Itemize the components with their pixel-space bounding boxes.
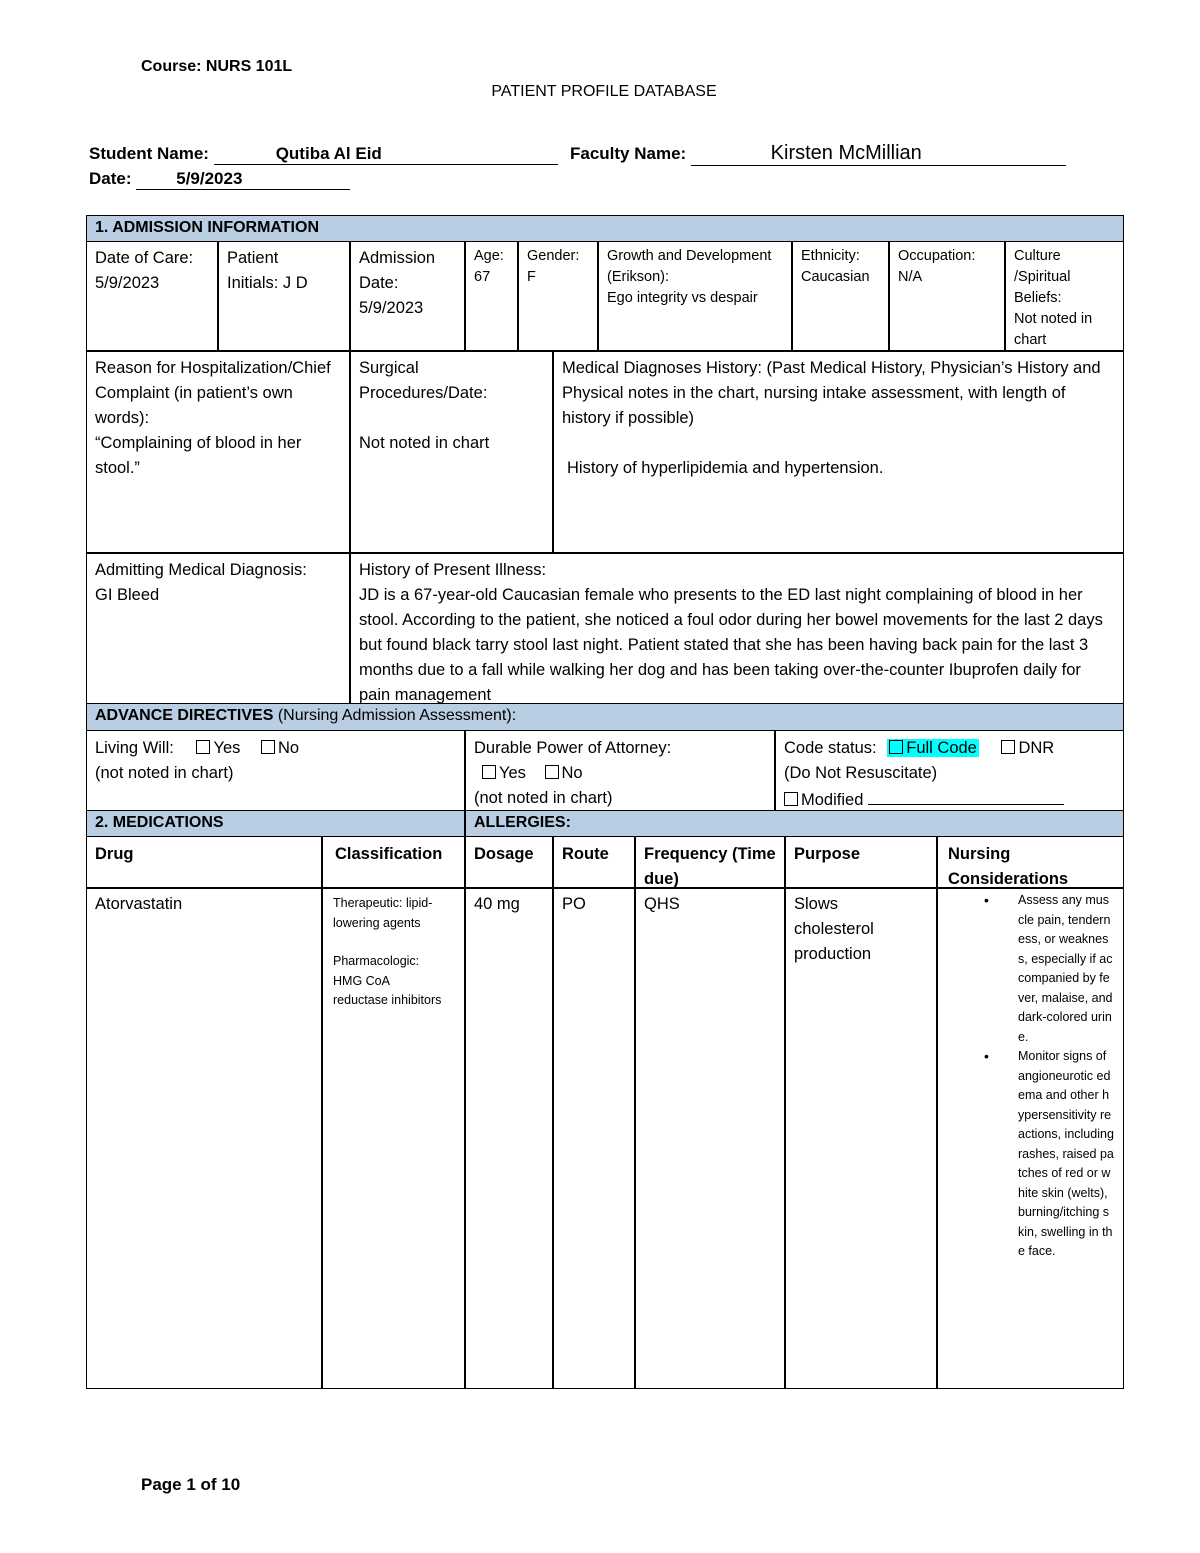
divider [86, 350, 1124, 352]
growth-development-cell [599, 243, 791, 312]
col-purpose: Purpose [794, 845, 861, 863]
living-will-yes-checkbox[interactable] [196, 740, 210, 754]
drug-name: Atorvastatin [95, 895, 183, 913]
modified-checkbox[interactable] [784, 792, 798, 806]
medical-history-label: Medical Diagnoses History: (Past Medical History, Physician’s History and Physical notes in the chart, nursing intake assessment, with length of history if possible) [562, 359, 1101, 427]
ethnicity-cell [793, 243, 888, 291]
divider [86, 552, 1124, 554]
allergies-header: ALLERGIES: [474, 814, 571, 831]
admission-section-header: 1. ADMISSION INFORMATION [86, 215, 1124, 242]
dnr-checkbox[interactable] [1001, 740, 1015, 754]
admitting-diagnosis-value: GI Bleed [95, 586, 160, 604]
consideration-item: • Monitor signs of angioneurotic edema and other hypersensitivity reactions, including rashes, raised patches of red or white skin (welts), burning/itching skin, swelling in the face. [1018, 1047, 1115, 1262]
gender-value: F [527, 269, 536, 285]
drug-classification [323, 891, 453, 1014]
patient-initials-cell [219, 243, 349, 299]
student-name-label: Student Name: [89, 144, 209, 163]
growth-value: Ego integrity vs despair [607, 290, 758, 306]
dpoa-no-checkbox[interactable] [545, 765, 559, 779]
dnr-label: DNR [1018, 739, 1055, 757]
surgical-value: Not noted in chart [359, 434, 490, 452]
advance-directives-subtitle: (Nursing Admission Assessment): [277, 707, 517, 724]
dpoa-yes-checkbox[interactable] [482, 765, 496, 779]
living-will-cell [87, 733, 464, 789]
chief-complaint-label: Reason for Hospitalization/Chief Complaint (in patient’s own words): [95, 359, 331, 427]
modified-field[interactable] [868, 786, 1064, 805]
occupation-value: N/A [898, 269, 923, 285]
date-of-care-value: 5/9/2023 [95, 274, 160, 292]
drug-dosage: 40 mg [474, 895, 520, 913]
date-field[interactable]: 5/9/2023 [136, 169, 350, 190]
surgical-label: Surgical Procedures/Date: [359, 359, 488, 402]
hpi-cell [351, 555, 1123, 703]
col-drug: Drug [95, 845, 134, 863]
admission-date-label: Admission Date: [359, 249, 436, 292]
divider [464, 810, 466, 837]
date-of-care-cell [87, 243, 217, 299]
drug-purpose: Slows cholesterol production [794, 895, 874, 963]
date-row [89, 169, 350, 190]
faculty-name-row [570, 142, 1066, 166]
living-will-no-checkbox[interactable] [261, 740, 275, 754]
code-status-cell [776, 733, 1123, 816]
admitting-diagnosis-label: Admitting Medical Diagnosis: [95, 561, 307, 579]
modified-label: Modified [801, 791, 864, 809]
medical-history-value: History of hyperlipidemia and hypertension. [567, 459, 884, 477]
col-classification: Classification [335, 845, 443, 863]
date-label: Date: [89, 169, 132, 188]
date-of-care-label: Date of Care: [95, 249, 194, 267]
full-code-checkbox[interactable] [889, 740, 903, 754]
patient-initials: Initials: J D [227, 274, 308, 292]
class-therapeutic: Therapeutic: lipid-lowering agents [333, 896, 433, 930]
age-value: 67 [474, 269, 491, 285]
living-will-no-label: No [277, 739, 300, 757]
course-label: Course: NURS 101L [141, 58, 293, 75]
occupation-label: Occupation: [898, 248, 976, 264]
dpoa-no-label: No [561, 764, 583, 782]
dpoa-label: Durable Power of Attorney: [474, 739, 672, 757]
hpi-label: History of Present Illness: [359, 561, 547, 579]
col-dosage: Dosage [474, 845, 534, 863]
medications-section-header: 2. MEDICATIONS [95, 814, 224, 831]
living-will-label: Living Will: [95, 739, 174, 757]
col-frequency: Frequency (Time due) [644, 845, 776, 888]
drug-nursing-considerations [938, 889, 1123, 1262]
living-will-yes-label: Yes [213, 739, 241, 757]
age-cell [466, 243, 517, 291]
culture-cell [1006, 243, 1123, 354]
ethnicity-label: Ethnicity: [801, 248, 860, 264]
full-code-label: Full Code [906, 739, 977, 757]
medications-band [86, 810, 1124, 837]
dpoa-cell [466, 733, 774, 814]
occupation-cell [890, 243, 1004, 291]
medical-history-cell [554, 353, 1123, 484]
culture-label: Culture /Spiritual Beliefs: [1014, 248, 1071, 306]
class-pharmacologic: Pharmacologic: HMG CoA reductase inhibitors [333, 954, 442, 1007]
student-name-row [89, 144, 558, 165]
chief-complaint-cell [87, 353, 349, 484]
ethnicity-value: Caucasian [801, 269, 870, 285]
surgical-procedures-cell [351, 353, 551, 459]
page-number: Page 1 of 10 [141, 1475, 241, 1494]
gender-label: Gender: [527, 248, 580, 264]
chief-complaint-value: “Complaining of blood in her stool.” [95, 434, 302, 477]
drug-frequency: QHS [644, 895, 680, 913]
growth-label: Growth and Development (Erikson): [607, 248, 772, 285]
col-route: Route [562, 845, 609, 863]
admission-date-value: 5/9/2023 [359, 299, 424, 317]
hpi-value: JD is a 67-year-old Caucasian female who presents to the ED last night complaining of blood in her stool. According to the patient, she noticed a foul odor during her bowel movements for the last 2 days but found black tarry stool last night. Patient stated that she has been having back pain for the last 3 months due to a fall while walking her dog and has been taking over-the-counter Ibuprofen daily for pain management [359, 586, 1103, 703]
culture-value: Not noted in chart [1014, 311, 1093, 348]
admitting-diagnosis-cell [87, 555, 349, 611]
faculty-name-label: Faculty Name: [570, 144, 687, 163]
dpoa-yes-label: Yes [499, 764, 526, 782]
faculty-name-field[interactable]: Kirsten McMillian [691, 142, 1066, 166]
dnr-description: (Do Not Resuscitate) [784, 764, 938, 782]
admission-date-cell [351, 243, 464, 324]
gender-cell [519, 243, 597, 291]
consideration-item: • Assess any muscle pain, tenderness, or weakness, especially if accompanied by fever, malaise, and dark-colored urine. [1018, 891, 1115, 1047]
age-label: Age: [474, 248, 504, 264]
dpoa-note: (not noted in chart) [474, 789, 613, 807]
col-nursing-considerations: Nursing Considerations [948, 845, 1069, 888]
code-status-label: Code status: [784, 739, 877, 757]
drug-route: PO [562, 895, 586, 913]
student-name-field[interactable]: Qutiba Al Eid [214, 144, 558, 165]
page-title: PATIENT PROFILE DATABASE [491, 83, 717, 100]
advance-directives-header [86, 703, 1124, 731]
advance-directives-title: ADVANCE DIRECTIVES [95, 707, 274, 724]
considerations-list [938, 891, 1115, 1262]
living-will-note: (not noted in chart) [95, 764, 234, 782]
patient-label: Patient [227, 249, 279, 267]
